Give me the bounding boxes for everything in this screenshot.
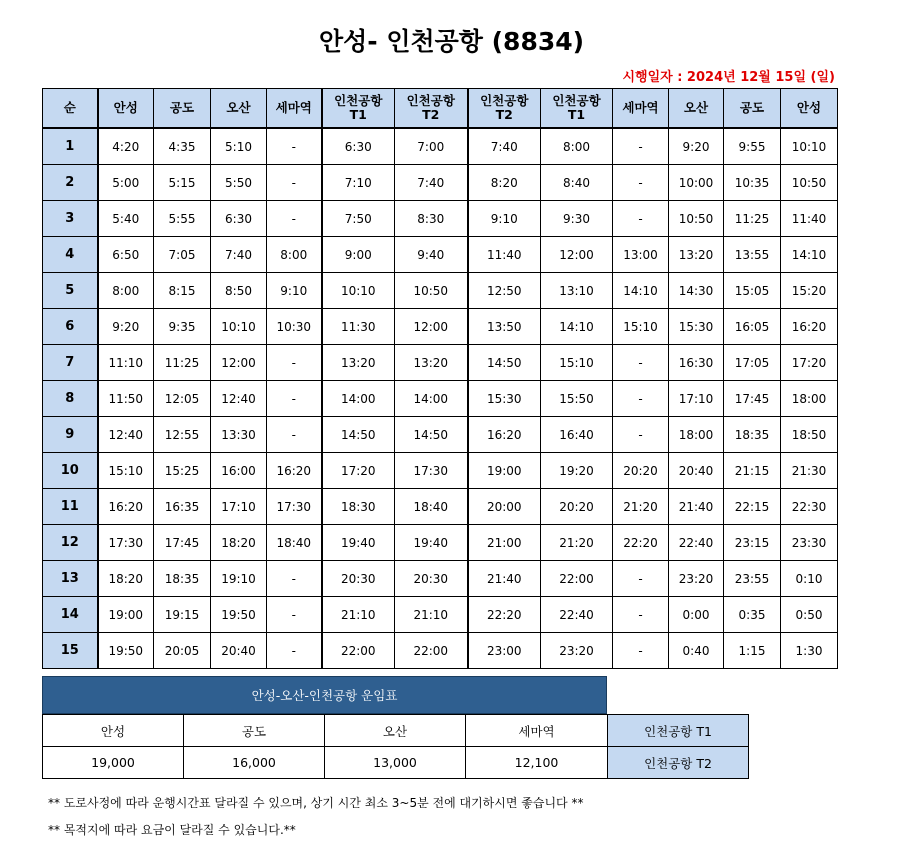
departure-time: 11:25 xyxy=(724,201,781,237)
departure-time: - xyxy=(613,633,669,669)
departure-time: 4:20 xyxy=(98,128,154,165)
departure-time: 15:05 xyxy=(724,273,781,309)
departure-time: 17:10 xyxy=(669,381,724,417)
table-row xyxy=(43,128,838,165)
departure-time: 18:20 xyxy=(98,561,154,597)
departure-time: 16:30 xyxy=(669,345,724,381)
column-header: 인천공항 T1 xyxy=(541,89,613,129)
departure-time: - xyxy=(613,201,669,237)
column-header: 오산 xyxy=(669,89,724,129)
departure-time: 19:15 xyxy=(154,597,211,633)
departure-time: 23:55 xyxy=(724,561,781,597)
fare-stop: 공도 xyxy=(184,715,325,747)
departure-time: - xyxy=(267,381,322,417)
table-row xyxy=(43,597,838,633)
departure-time: 12:00 xyxy=(211,345,267,381)
departure-time: 13:20 xyxy=(322,345,395,381)
effective-date: 시행일자 : 2024년 12월 15일 (일) xyxy=(622,70,835,85)
departure-time: 10:10 xyxy=(211,309,267,345)
departure-time: 9:00 xyxy=(322,237,395,273)
departure-time: 19:50 xyxy=(98,633,154,669)
departure-time: 11:25 xyxy=(154,345,211,381)
departure-time: 9:35 xyxy=(154,309,211,345)
departure-time: 8:40 xyxy=(541,165,613,201)
fare-stops-row xyxy=(43,715,749,747)
departure-time: 18:20 xyxy=(211,525,267,561)
departure-time: 0:50 xyxy=(781,597,838,633)
row-number: 7 xyxy=(43,345,98,381)
departure-time: 20:20 xyxy=(613,453,669,489)
departure-time: 13:00 xyxy=(613,237,669,273)
departure-time: 15:10 xyxy=(98,453,154,489)
departure-time: 10:35 xyxy=(724,165,781,201)
departure-time: 8:15 xyxy=(154,273,211,309)
departure-time: 20:20 xyxy=(541,489,613,525)
timetable xyxy=(42,88,838,669)
row-number: 8 xyxy=(43,381,98,417)
departure-time: - xyxy=(267,561,322,597)
departure-time: 17:05 xyxy=(724,345,781,381)
departure-time: 9:20 xyxy=(98,309,154,345)
fare-stop: 오산 xyxy=(325,715,466,747)
fare-prices-row xyxy=(43,747,749,779)
departure-time: 18:35 xyxy=(724,417,781,453)
departure-time: 8:00 xyxy=(98,273,154,309)
column-header: 인천공항 T2 xyxy=(395,89,468,129)
departure-time: 1:15 xyxy=(724,633,781,669)
departure-time: 15:10 xyxy=(613,309,669,345)
departure-time: 6:50 xyxy=(98,237,154,273)
departure-time: - xyxy=(613,128,669,165)
departure-time: 16:20 xyxy=(267,453,322,489)
departure-time: 22:30 xyxy=(781,489,838,525)
column-header: 순 xyxy=(43,89,98,129)
departure-time: 5:15 xyxy=(154,165,211,201)
departure-time: 13:30 xyxy=(211,417,267,453)
departure-time: 22:20 xyxy=(468,597,541,633)
departure-time: 12:50 xyxy=(468,273,541,309)
departure-time: 17:20 xyxy=(322,453,395,489)
row-number: 5 xyxy=(43,273,98,309)
departure-time: 7:40 xyxy=(395,165,468,201)
row-number: 4 xyxy=(43,237,98,273)
departure-time: 12:55 xyxy=(154,417,211,453)
row-number: 2 xyxy=(43,165,98,201)
column-header: 공도 xyxy=(724,89,781,129)
departure-time: - xyxy=(613,561,669,597)
departure-time: - xyxy=(267,201,322,237)
departure-time: 14:50 xyxy=(322,417,395,453)
row-number: 15 xyxy=(43,633,98,669)
departure-time: 12:00 xyxy=(541,237,613,273)
departure-time: 9:10 xyxy=(468,201,541,237)
row-number: 11 xyxy=(43,489,98,525)
table-row xyxy=(43,381,838,417)
column-header: 오산 xyxy=(211,89,267,129)
departure-time: 11:40 xyxy=(468,237,541,273)
departure-time: 21:10 xyxy=(322,597,395,633)
departure-time: 10:10 xyxy=(322,273,395,309)
departure-time: 11:30 xyxy=(322,309,395,345)
departure-time: 9:30 xyxy=(541,201,613,237)
departure-time: 19:10 xyxy=(211,561,267,597)
departure-time: 12:40 xyxy=(98,417,154,453)
row-number: 9 xyxy=(43,417,98,453)
timetable-body xyxy=(43,128,838,669)
table-row xyxy=(43,345,838,381)
departure-time: 20:40 xyxy=(211,633,267,669)
departure-time: 8:30 xyxy=(395,201,468,237)
departure-time: 19:40 xyxy=(322,525,395,561)
departure-time: 0:10 xyxy=(781,561,838,597)
column-header: 안성 xyxy=(98,89,154,129)
fare-price: 16,000 xyxy=(184,747,325,779)
departure-time: 1:30 xyxy=(781,633,838,669)
row-number: 3 xyxy=(43,201,98,237)
departure-time: 6:30 xyxy=(211,201,267,237)
departure-time: 16:40 xyxy=(541,417,613,453)
departure-time: 10:50 xyxy=(395,273,468,309)
departure-time: 12:40 xyxy=(211,381,267,417)
table-row xyxy=(43,309,838,345)
departure-time: 22:00 xyxy=(322,633,395,669)
departure-time: 4:35 xyxy=(154,128,211,165)
table-row xyxy=(43,453,838,489)
departure-time: 8:20 xyxy=(468,165,541,201)
departure-time: 14:10 xyxy=(541,309,613,345)
fare-destination: 인천공항 T2 xyxy=(608,747,749,779)
departure-time: 18:35 xyxy=(154,561,211,597)
column-header: 안성 xyxy=(781,89,838,129)
departure-time: 7:40 xyxy=(211,237,267,273)
table-row xyxy=(43,165,838,201)
departure-time: 18:40 xyxy=(395,489,468,525)
departure-time: 19:40 xyxy=(395,525,468,561)
departure-time: 10:00 xyxy=(669,165,724,201)
departure-time: 8:50 xyxy=(211,273,267,309)
departure-time: 6:30 xyxy=(322,128,395,165)
fare-table-title: 안성-오산-인천공항 운임표 xyxy=(42,676,607,714)
page-title: 안성- 인천공항 (8834) xyxy=(318,27,585,56)
departure-time: 18:50 xyxy=(781,417,838,453)
departure-time: - xyxy=(613,165,669,201)
fare-destination: 인천공항 T1 xyxy=(608,715,749,747)
departure-time: 11:10 xyxy=(98,345,154,381)
departure-time: 21:10 xyxy=(395,597,468,633)
departure-time: 8:00 xyxy=(541,128,613,165)
departure-time: 19:00 xyxy=(98,597,154,633)
departure-time: 16:35 xyxy=(154,489,211,525)
departure-time: - xyxy=(267,597,322,633)
departure-time: 17:30 xyxy=(267,489,322,525)
departure-time: - xyxy=(267,345,322,381)
departure-time: 7:10 xyxy=(322,165,395,201)
departure-time: 9:40 xyxy=(395,237,468,273)
departure-time: 10:50 xyxy=(781,165,838,201)
departure-time: - xyxy=(613,345,669,381)
table-row xyxy=(43,237,838,273)
column-header: 인천공항 T2 xyxy=(468,89,541,129)
departure-time: 13:50 xyxy=(468,309,541,345)
table-row xyxy=(43,201,838,237)
row-number: 14 xyxy=(43,597,98,633)
departure-time: 14:10 xyxy=(781,237,838,273)
departure-time: 15:20 xyxy=(781,273,838,309)
fare-price: 12,100 xyxy=(466,747,608,779)
departure-time: 17:20 xyxy=(781,345,838,381)
column-header: 인천공항 T1 xyxy=(322,89,395,129)
departure-time: 19:20 xyxy=(541,453,613,489)
departure-time: 23:15 xyxy=(724,525,781,561)
departure-time: - xyxy=(613,417,669,453)
departure-time: 21:40 xyxy=(468,561,541,597)
departure-time: 18:00 xyxy=(669,417,724,453)
row-number: 13 xyxy=(43,561,98,597)
departure-time: 23:20 xyxy=(541,633,613,669)
departure-time: 9:55 xyxy=(724,128,781,165)
column-header: 세마역 xyxy=(267,89,322,129)
note-fare-varies: ** 목적지에 따라 요금이 달라질 수 있습니다.** xyxy=(48,823,296,837)
departure-time: 18:00 xyxy=(781,381,838,417)
table-row xyxy=(43,633,838,669)
departure-time: 17:45 xyxy=(154,525,211,561)
departure-time: - xyxy=(613,381,669,417)
departure-time: 20:40 xyxy=(669,453,724,489)
departure-time: 22:00 xyxy=(541,561,613,597)
departure-time: 16:20 xyxy=(468,417,541,453)
departure-time: 22:40 xyxy=(669,525,724,561)
departure-time: 8:00 xyxy=(267,237,322,273)
departure-time: 10:10 xyxy=(781,128,838,165)
timetable-header-row xyxy=(43,89,838,129)
departure-time: - xyxy=(613,597,669,633)
departure-time: 22:20 xyxy=(613,525,669,561)
table-row xyxy=(43,273,838,309)
departure-time: 22:40 xyxy=(541,597,613,633)
departure-time: 5:55 xyxy=(154,201,211,237)
departure-time: - xyxy=(267,633,322,669)
departure-time: 9:10 xyxy=(267,273,322,309)
departure-time: 17:30 xyxy=(98,525,154,561)
departure-time: 21:20 xyxy=(541,525,613,561)
departure-time: 7:40 xyxy=(468,128,541,165)
departure-time: 14:00 xyxy=(395,381,468,417)
departure-time: 18:30 xyxy=(322,489,395,525)
row-number: 6 xyxy=(43,309,98,345)
departure-time: 7:50 xyxy=(322,201,395,237)
column-header: 세마역 xyxy=(613,89,669,129)
departure-time: - xyxy=(267,417,322,453)
departure-time: 21:40 xyxy=(669,489,724,525)
row-number: 10 xyxy=(43,453,98,489)
fare-price: 13,000 xyxy=(325,747,466,779)
departure-time: 10:50 xyxy=(669,201,724,237)
fare-price: 19,000 xyxy=(43,747,184,779)
departure-time: 13:55 xyxy=(724,237,781,273)
departure-time: 13:20 xyxy=(395,345,468,381)
departure-time: 19:00 xyxy=(468,453,541,489)
departure-time: 0:00 xyxy=(669,597,724,633)
departure-time: 5:50 xyxy=(211,165,267,201)
departure-time: 20:00 xyxy=(468,489,541,525)
departure-time: 14:10 xyxy=(613,273,669,309)
departure-time: 15:25 xyxy=(154,453,211,489)
row-number: 12 xyxy=(43,525,98,561)
departure-time: 14:50 xyxy=(468,345,541,381)
departure-time: - xyxy=(267,165,322,201)
departure-time: 19:50 xyxy=(211,597,267,633)
departure-time: 14:00 xyxy=(322,381,395,417)
departure-time: 18:40 xyxy=(267,525,322,561)
fare-stop: 세마역 xyxy=(466,715,608,747)
departure-time: 22:00 xyxy=(395,633,468,669)
column-header: 공도 xyxy=(154,89,211,129)
departure-time: 23:00 xyxy=(468,633,541,669)
departure-time: 17:30 xyxy=(395,453,468,489)
departure-time: 16:20 xyxy=(98,489,154,525)
departure-time: 15:10 xyxy=(541,345,613,381)
departure-time: 5:40 xyxy=(98,201,154,237)
departure-time: 11:40 xyxy=(781,201,838,237)
departure-time: 15:50 xyxy=(541,381,613,417)
departure-time: - xyxy=(267,128,322,165)
departure-time: 12:05 xyxy=(154,381,211,417)
table-row xyxy=(43,417,838,453)
table-row xyxy=(43,525,838,561)
departure-time: 14:50 xyxy=(395,417,468,453)
departure-time: 16:05 xyxy=(724,309,781,345)
departure-time: 20:30 xyxy=(395,561,468,597)
departure-time: 13:10 xyxy=(541,273,613,309)
departure-time: 20:30 xyxy=(322,561,395,597)
departure-time: 21:00 xyxy=(468,525,541,561)
departure-time: 7:00 xyxy=(395,128,468,165)
departure-time: 17:10 xyxy=(211,489,267,525)
note-road-conditions: ** 도로사정에 따라 운행시간표 달라질 수 있으며, 상기 시간 최소 3~5분 전에 대기하시면 좋습니다 ** xyxy=(48,796,584,810)
departure-time: 0:40 xyxy=(669,633,724,669)
table-row xyxy=(43,489,838,525)
table-row xyxy=(43,561,838,597)
departure-time: 23:20 xyxy=(669,561,724,597)
departure-time: 21:15 xyxy=(724,453,781,489)
departure-time: 23:30 xyxy=(781,525,838,561)
departure-time: 22:15 xyxy=(724,489,781,525)
departure-time: 0:35 xyxy=(724,597,781,633)
departure-time: 13:20 xyxy=(669,237,724,273)
departure-time: 15:30 xyxy=(669,309,724,345)
departure-time: 12:00 xyxy=(395,309,468,345)
departure-time: 14:30 xyxy=(669,273,724,309)
row-number: 1 xyxy=(43,128,98,165)
fare-table xyxy=(42,714,749,779)
departure-time: 7:05 xyxy=(154,237,211,273)
departure-time: 11:50 xyxy=(98,381,154,417)
departure-time: 5:10 xyxy=(211,128,267,165)
fare-stop: 안성 xyxy=(43,715,184,747)
departure-time: 21:20 xyxy=(613,489,669,525)
departure-time: 20:05 xyxy=(154,633,211,669)
departure-time: 15:30 xyxy=(468,381,541,417)
departure-time: 9:20 xyxy=(669,128,724,165)
departure-time: 16:20 xyxy=(781,309,838,345)
departure-time: 5:00 xyxy=(98,165,154,201)
departure-time: 17:45 xyxy=(724,381,781,417)
departure-time: 10:30 xyxy=(267,309,322,345)
departure-time: 21:30 xyxy=(781,453,838,489)
departure-time: 16:00 xyxy=(211,453,267,489)
